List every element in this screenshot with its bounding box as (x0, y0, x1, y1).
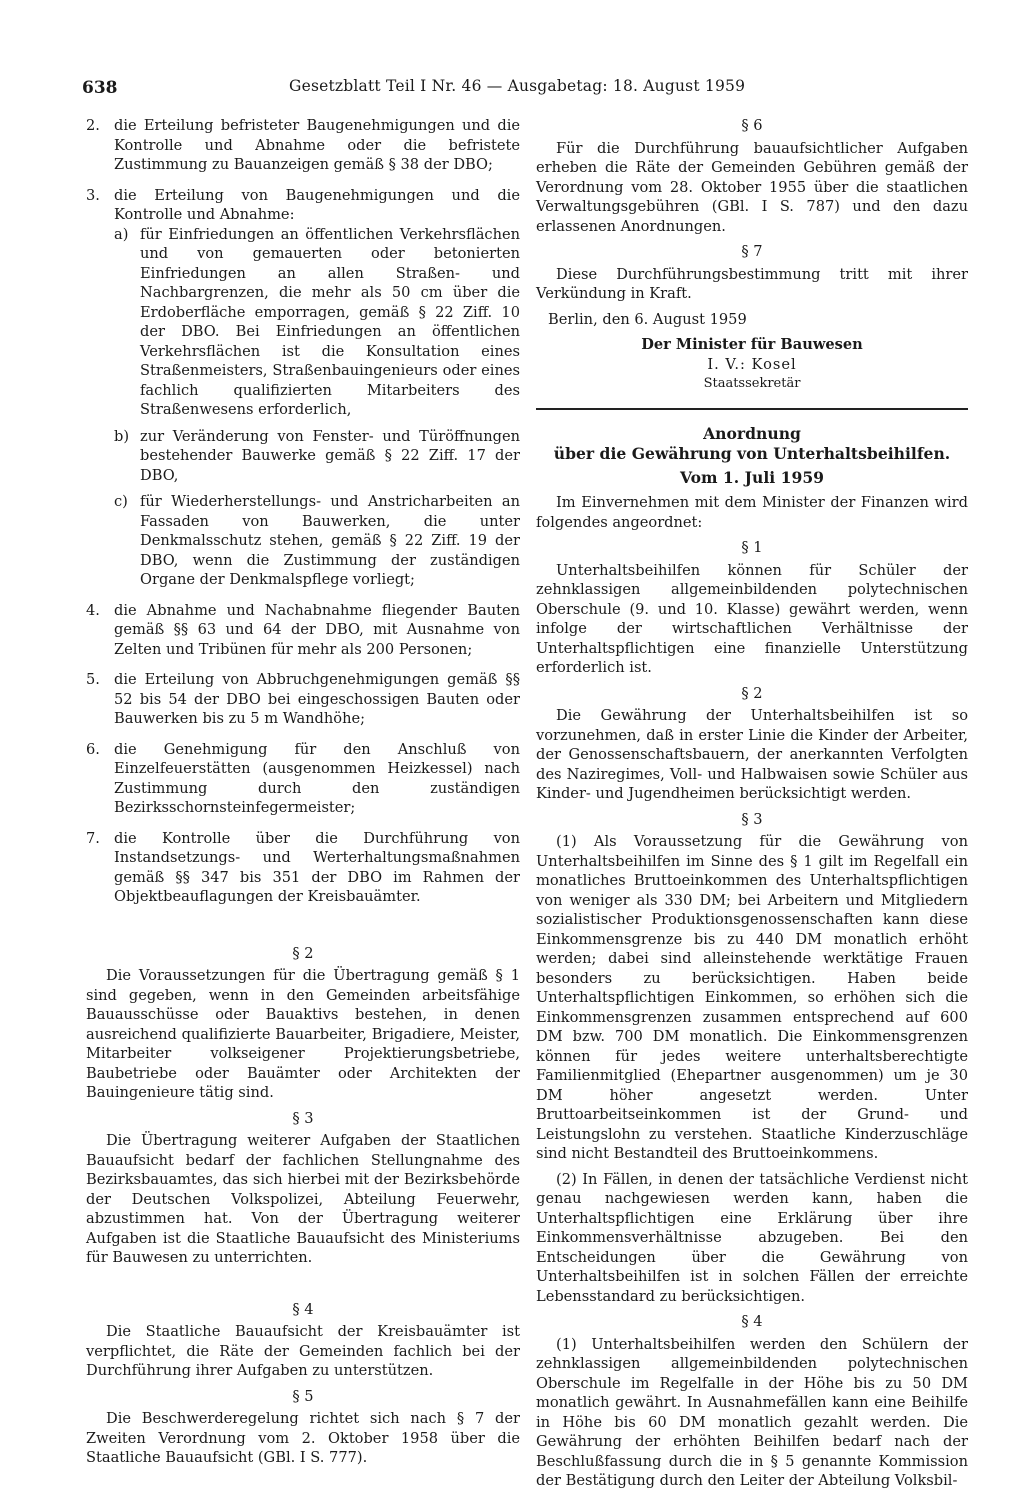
item-text: die Erteilung von Baugenehmigungen und die Kontrolle und Abnahme: (114, 186, 520, 223)
item-number: 2. (86, 117, 100, 134)
right-column (536, 116, 968, 1497)
document-title: Anordnung (703, 423, 801, 443)
section-heading: § 4 (292, 1300, 314, 1318)
section-paragraph: Unterhaltsbeihilfen können für Schüler der zehnklassigen allgemeinbildenden polytechnischen Oberschule (9. und 10. Klasse) gewährt werden, wenn infolge der wirtschaftlichen Verhältnisse der Unterhaltspflichtigen eine finanzielle Unterstützung erforderlich ist. (536, 561, 968, 676)
sub-item-letter: b) (114, 427, 130, 445)
section-paragraph: Diese Durchführungsbestimmung tritt mit ihrer Verkündung in Kraft. (536, 265, 968, 302)
signature-title: Der Minister für Bauwesen (641, 336, 863, 353)
section-heading: § 7 (741, 243, 763, 260)
section-heading: § 6 (741, 117, 763, 134)
section-paragraph: (2) In Fällen, in denen der tatsächliche Verdienst nicht genau nachgewiesen werden kann, haben die Unterhaltspflichtigen eine Erklärung über ihre Einkommensverhältnisse abzugeben. Bei den Entscheidungen über die Gewährung von Unterhaltsbeihilfen ist in solchen Fällen der erreichte Lebensstandard zu berücksichtigen. (536, 1170, 968, 1305)
item-number: 5. (86, 671, 100, 688)
section-paragraph: Die Staatliche Bauaufsicht der Kreisbauämter ist verpflichtet, die Räte der Gemeinden fachlich bei der Durchführung ihrer Aufgaben zu unterstützen. (86, 1323, 520, 1379)
list-item-3 (86, 186, 520, 590)
list-item-4 (86, 601, 520, 660)
running-header: Gesetzblatt Teil I Nr. 46 — Ausgabetag: 18. August 1959 (289, 77, 746, 95)
item-text: die Erteilung von Abbruchgenehmigungen gemäß §§ 52 bis 54 der DBO bei eingeschossigen Bauten oder Bauwerken bis zu 5 m Wandhöhe; (114, 671, 520, 727)
item-text: die Genehmigung für den Anschluß von Einzelfeuerstätten (ausgenommen Heizkessel) nach Zustimmung durch den zuständigen Bezirksschornsteinfegermeister; (114, 740, 520, 816)
sub-item-a (114, 225, 520, 420)
signature-role: Staatssekretär (703, 376, 801, 391)
intro-paragraph: Im Einvernehmen mit dem Minister der Finanzen wird folgendes angeordnet: (536, 494, 968, 531)
section-divider (536, 408, 968, 410)
sub-item-text: zur Veränderung von Fenster- und Türöffnungen bestehender Bauwerke gemäß § 22 Ziff. 17 der DBO, (140, 427, 520, 484)
sub-item-text: für Einfriedungen an öffentlichen Verkehrsflächen und von gemauerten oder betonierten Einfriedungen an allen Straßen- und Nachbargrenzen, die mehr als 50 cm über die Erdoberfläche emporragen, gemäß § 22 Ziff. 10 der DBO. Bei Einfriedungen an öffentlichen Verkehrsflächen ist die Konsultation eines Straßenmeisters, Straßenbauingenieurs oder eines fachlich qualifizierten Mitarbeiters des Straßenwesens erforderlich, (140, 225, 520, 418)
section-heading: § 2 (292, 944, 314, 962)
page-number: 638 (82, 78, 118, 98)
document-subtitle: über die Gewährung von Unterhaltsbeihilfen. (553, 443, 951, 463)
list-item-6 (86, 740, 520, 818)
item-text: die Erteilung befristeter Baugenehmigungen und die Kontrolle und Abnahme oder die befristete Zustimmung zu Bauanzeigen gemäß § 38 der DBO; (114, 117, 520, 173)
section-paragraph: Die Voraussetzungen für die Übertragung gemäß § 1 sind gegeben, wenn in den Gemeinden arbeitsfähige Bauausschüsse oder Bauaktivs bestehen, in denen ausreichend qualifizierte Bauarbeiter, Brigadiere, Meister, Mitarbeiter volkseigener Projektierungsbetriebe, Baubetriebe oder Bauämter oder Architekten der Bauingenieure tätig sind. (86, 967, 520, 1101)
item-number: 7. (86, 829, 100, 847)
sub-item-letter: a) (114, 225, 129, 243)
sub-item-c (114, 492, 520, 590)
section-paragraph: Die Beschwerderegelung richtet sich nach § 7 der Zweiten Verordnung vom 2. Oktober 1958 über die Staatliche Bauaufsicht (GBl. I S. 777). (86, 1410, 520, 1466)
list-item-2 (86, 116, 520, 175)
date-place-line: Berlin, den 6. August 1959 (548, 310, 747, 328)
section-heading: § 3 (292, 1109, 314, 1127)
section-heading: § 2 (741, 684, 763, 702)
item-text: die Abnahme und Nachabnahme fliegender Bauten gemäß §§ 63 und 64 der DBO, mit Ausnahme von Zelten und Tribünen für mehr als 200 Personen; (114, 601, 520, 658)
item-number: 6. (86, 740, 100, 758)
item-number: 4. (86, 601, 100, 619)
item-text: die Kontrolle über die Durchführung von Instandsetzungs- und Werterhaltungsmaßnahmen gemäß §§ 347 bis 351 der DBO im Rahmen der Objektbeauflagungen der Kreisbauämter. (114, 829, 520, 905)
sub-item-letter: c) (114, 493, 128, 510)
list-item-7 (86, 829, 520, 907)
item-number: 3. (86, 186, 100, 204)
section-paragraph: Für die Durchführung bauaufsichtlicher Aufgaben erheben die Räte der Gemeinden Gebühren gemäß der Verordnung vom 28. Oktober 1955 über die staatlichen Verwaltungsgebühren (GBl. I S. 787) und den dazu erlassenen Anordnungen. (536, 139, 968, 235)
section-heading: § 5 (292, 1387, 314, 1405)
section-paragraph: (1) Als Voraussetzung für die Gewährung von Unterhaltsbeihilfen im Sinne des § 1 gilt im Regelfall ein monatliches Bruttoeinkommen des Unterhaltspflichtigen von weniger als 330 DM; bei Arbeitern und Mitgliedern sozialistischer Produktionsgenossenschaften kann diese Einkommensgrenze bis zu 440 DM monatlich erhöht werden; dabei sind alleinstehende werktätige Frauen besonders zu berücksichtigen. Haben beide Unterhaltspflichtigen Einkommen, so erhöhen sich die Einkommensgrenzen zusammen entsprechend auf 600 DM bzw. 700 DM monatlich. Die Einkommensgrenzen können für jedes weitere unterhaltsberechtigte Familienmitglied (Ehepartner ausgenommen) um je 30 DM höher angesetzt werden. Unter Bruttoarbeitseinkommen ist der Grund- und Leistungslohn zu verstehen. Staatliche Kinderzuschläge sind nicht Bestandteil des Bruttoeinkommens. (536, 833, 968, 1162)
section-paragraph: (1) Unterhaltsbeihilfen werden den Schülern der zehnklassigen allgemeinbildenden polytechnischen Oberschule im Regelfalle in der Höhe bis zu 50 DM monatlich gewährt. In Ausnahmefällen kann eine Beihilfe in Höhe bis 60 DM monatlich gezahlt werden. Die Gewährung der erhöhten Beihilfen bedarf nach der Beschlußfassung durch die in § 5 genannte Kommission der Bestätigung durch den Leiter der Abteilung Volksbil- (536, 1335, 968, 1489)
section-paragraph: Die Gewährung der Unterhaltsbeihilfen ist so vorzunehmen, daß in erster Linie die Kinder der Arbeiter, der Genossenschaftsbauern, der anerkannten Verfolgten des Naziregimes, Voll- und Halbwaisen sowie Schüler aus Kinder- und Jugendheimen berücksichtigt werden. (536, 707, 968, 802)
section-heading: § 1 (741, 539, 763, 556)
sub-item-text: für Wiederherstellungs- und Anstricharbeiten an Fassaden von Bauwerken, die unter Denkmalsschutz stehen, gemäß § 22 Ziff. 19 der DBO, wenn die Zustimmung der zuständigen Organe der Denkmalspflege vorliegt; (140, 493, 520, 588)
signature-name: I. V.: Kosel (707, 355, 797, 373)
document-date: Vom 1. Juli 1959 (679, 467, 825, 487)
sub-item-b (114, 427, 520, 486)
section-paragraph: Die Übertragung weiterer Aufgaben der Staatlichen Bauaufsicht bedarf der fachlichen Stellungnahme des Bezirksbauamtes, das sich hierbei mit der Bezirksbehörde der Deutschen Volkspolizei, Abteilung Feuerwehr, abzustimmen hat. Von der Übertragung weiterer Aufgaben ist die Staatliche Bauaufsicht des Ministeriums für Bauwesen zu unterrichten. (86, 1132, 520, 1266)
section-heading: § 3 (741, 810, 763, 828)
section-heading: § 4 (741, 1313, 763, 1330)
list-item-5 (86, 670, 520, 729)
left-column (86, 116, 520, 1474)
